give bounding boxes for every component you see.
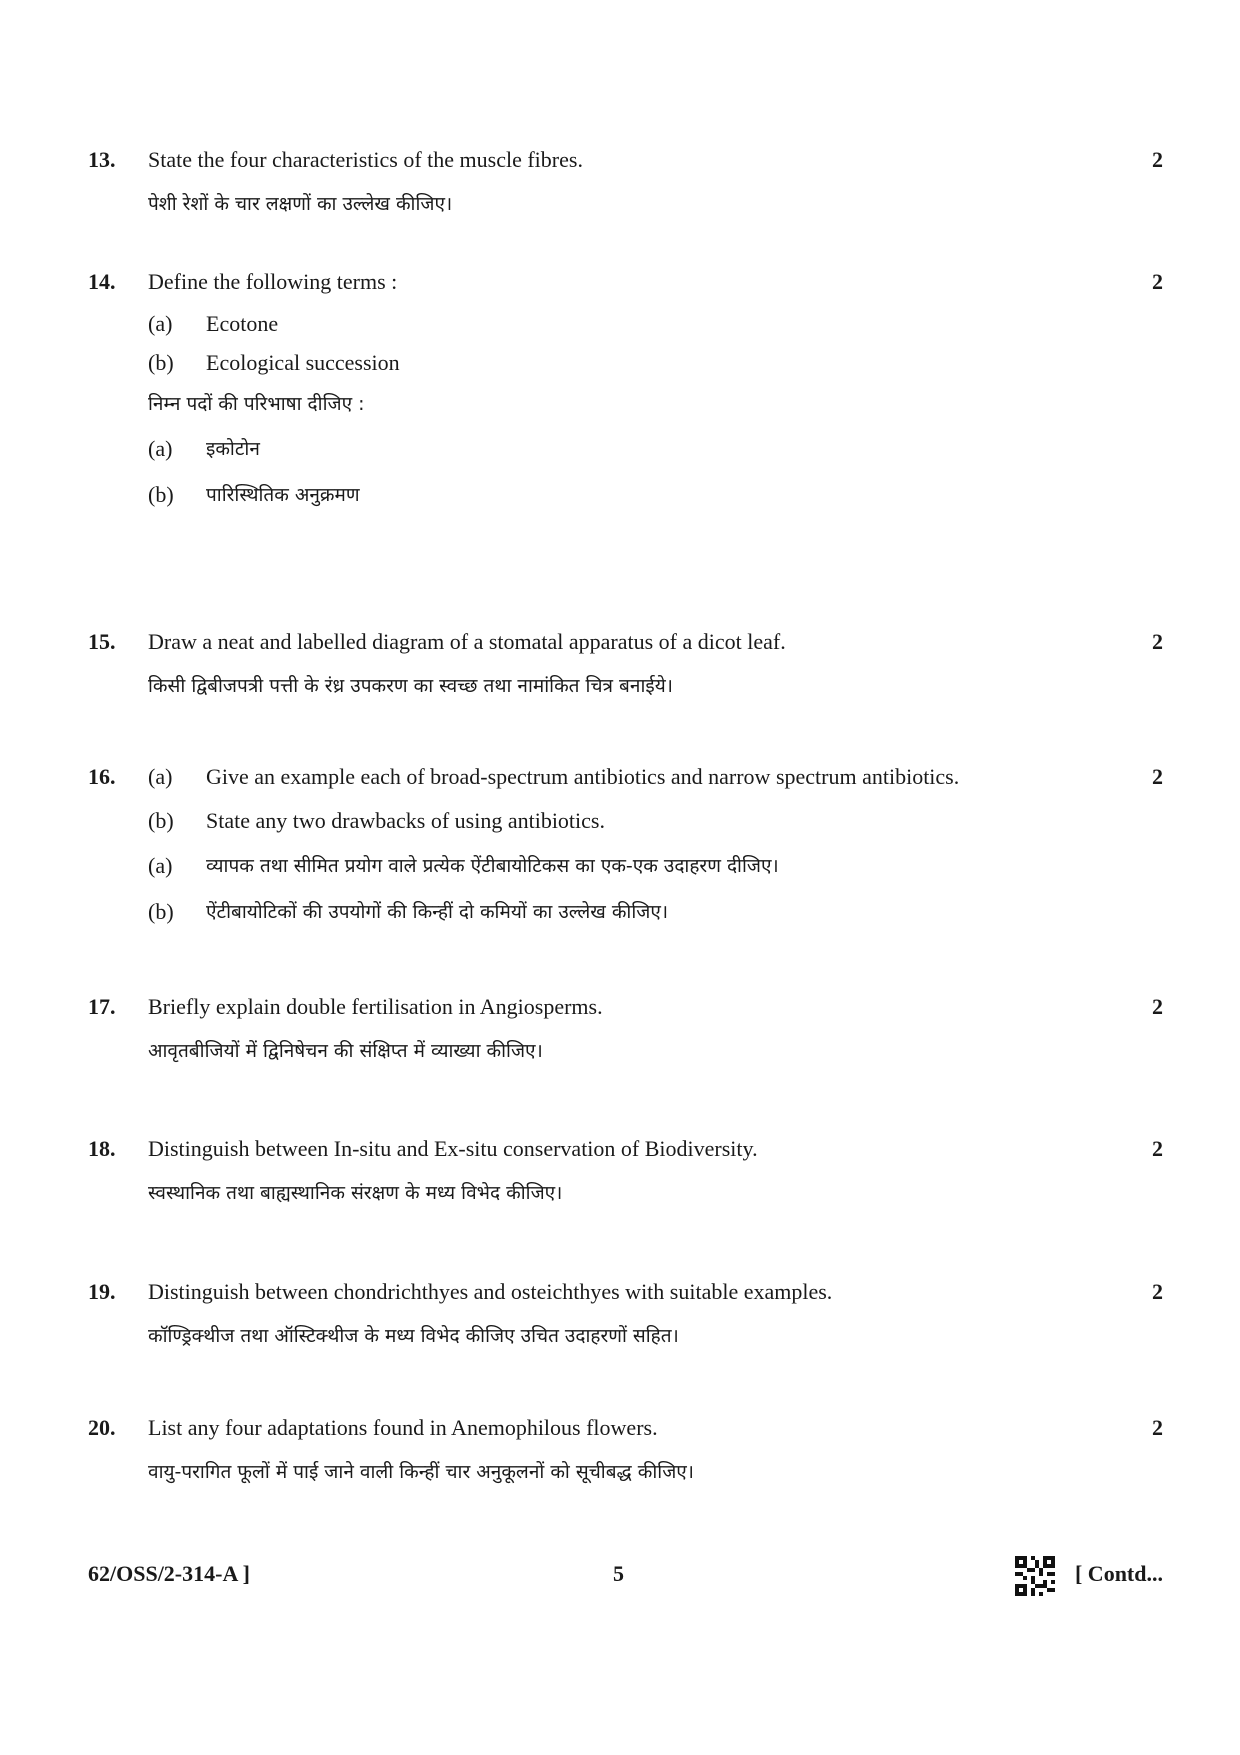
continued-label: [ Contd... — [1074, 1561, 1163, 1586]
qr-code-icon — [1015, 1556, 1055, 1596]
question-text-hi: स्वस्थानिक तथा बाह्यस्थानिक संरक्षण के मध्य विभेद कीजिए। — [148, 1182, 563, 1204]
question-text-hi: वायु-परागित फूलों में पाई जाने वाली किन्हीं चार अनुकूलनों को सूचीबद्ध कीजिए। — [148, 1461, 695, 1483]
question-text-en: Distinguish between In-situ and Ex-situ conservation of Biodiversity. — [148, 1136, 758, 1161]
question-text-hi: निम्न पदों की परिभाषा दीजिए : — [148, 393, 365, 415]
question-marks: 2 — [1152, 629, 1163, 654]
question-14 — [88, 260, 1163, 518]
sub-text: Ecotone — [206, 311, 279, 336]
question-text-en: List any four adaptations found in Anemophilous flowers. — [148, 1415, 658, 1440]
question-number: 14. — [88, 269, 116, 294]
page-footer — [88, 1552, 1163, 1596]
question-18 — [88, 1127, 1163, 1215]
sub-label: (a) — [148, 764, 173, 789]
question-number: 13. — [88, 147, 116, 172]
sub-label: (b) — [148, 899, 174, 924]
sub-text: Give an example each of broad-spectrum antibiotics and narrow spectrum antibiotics. — [206, 764, 960, 789]
question-marks: 2 — [1152, 1415, 1163, 1440]
sub-text: State any two drawbacks of using antibiotics. — [206, 808, 605, 833]
page-number: 5 — [613, 1561, 624, 1586]
question-text-en: Draw a neat and labelled diagram of a stomatal apparatus of a dicot leaf. — [148, 629, 786, 654]
sub-label: (a) — [148, 436, 173, 461]
question-number: 16. — [88, 764, 116, 789]
question-number: 18. — [88, 1136, 116, 1161]
question-17 — [88, 985, 1163, 1073]
question-16 — [88, 755, 1163, 935]
sub-text: ऐंटीबायोटिकों की उपयोगों की किन्हीं दो कमियों का उल्लेख कीजिए। — [206, 901, 669, 923]
question-text-hi: आवृतबीजियों में द्विनिषेचन की संक्षिप्त में व्याख्या कीजिए। — [148, 1040, 543, 1062]
sub-text: व्यापक तथा सीमित प्रयोग वाले प्रत्येक ऐंटीबायोटिकस का एक-एक उदाहरण दीजिए। — [206, 855, 779, 877]
question-marks: 2 — [1152, 147, 1163, 172]
question-number: 15. — [88, 629, 116, 654]
sub-text: पारिस्थितिक अनुक्रमण — [206, 484, 360, 506]
question-text-hi: किसी द्विबीजपत्री पत्ती के रंध्र उपकरण का स्वच्छ तथा नामांकित चित्र बनाईये। — [148, 675, 673, 697]
question-15 — [88, 620, 1163, 708]
question-text-en: Distinguish between chondrichthyes and osteichthyes with suitable examples. — [148, 1279, 833, 1304]
sub-label: (a) — [148, 853, 173, 878]
sub-label: (a) — [148, 311, 173, 336]
question-marks: 2 — [1152, 1136, 1163, 1161]
question-marks: 2 — [1152, 994, 1163, 1019]
question-marks: 2 — [1152, 1279, 1163, 1304]
question-text-hi: कॉण्ड्रिक्थीज तथा ऑस्टिक्थीज के मध्य विभेद कीजिए उचित उदाहरणों सहित। — [148, 1325, 679, 1347]
question-marks: 2 — [1152, 764, 1163, 789]
question-number: 20. — [88, 1415, 116, 1440]
paper-code: 62/OSS/2-314-A ] — [88, 1561, 250, 1586]
sub-text: Ecological succession — [206, 350, 400, 375]
sub-label: (b) — [148, 350, 174, 375]
question-number: 19. — [88, 1279, 116, 1304]
sub-text: इकोटोन — [206, 438, 260, 460]
sub-label: (b) — [148, 482, 174, 507]
question-marks: 2 — [1152, 269, 1163, 294]
question-text-en: State the four characteristics of the muscle fibres. — [148, 147, 583, 172]
sub-label: (b) — [148, 808, 174, 833]
question-number: 17. — [88, 994, 116, 1019]
question-text-en: Briefly explain double fertilisation in Angiosperms. — [148, 994, 603, 1019]
question-text-en: Define the following terms : — [148, 269, 398, 294]
question-13 — [88, 138, 1163, 226]
question-20 — [88, 1406, 1163, 1494]
question-19 — [88, 1270, 1163, 1358]
question-text-hi: पेशी रेशों के चार लक्षणों का उल्लेख कीजिए। — [148, 193, 453, 215]
